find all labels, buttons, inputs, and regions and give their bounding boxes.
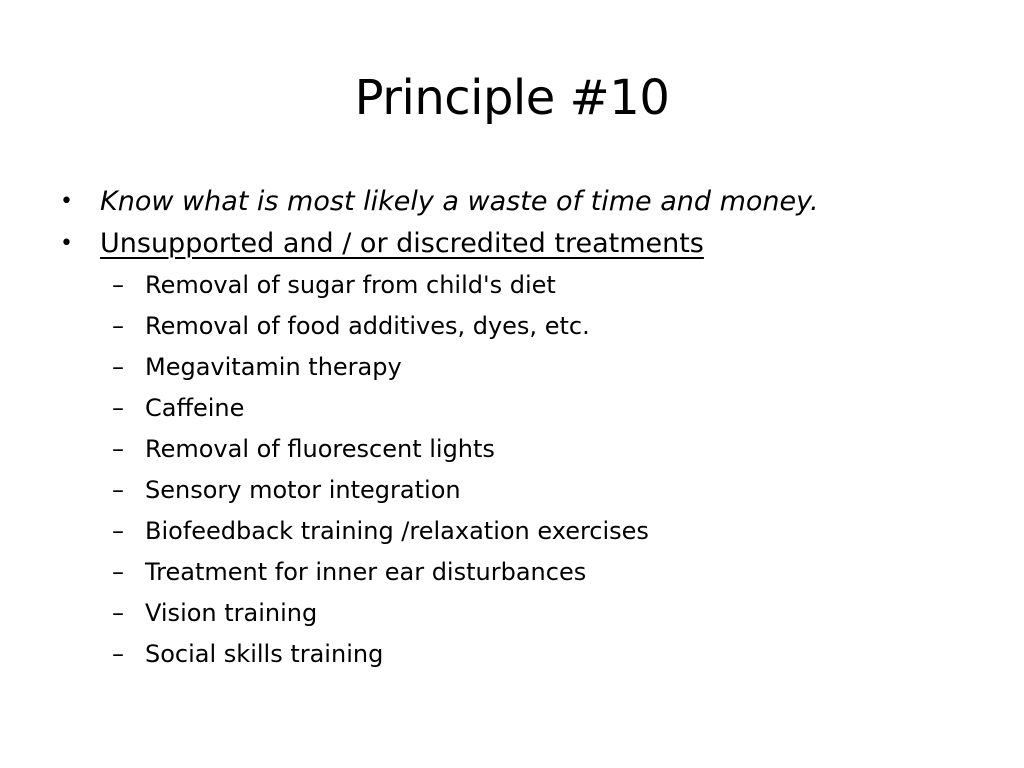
dash-marker: – <box>112 517 124 545</box>
dash-marker: – <box>112 640 124 668</box>
dash-marker: – <box>112 312 124 340</box>
bullet-marker: • <box>60 231 73 256</box>
list-item <box>52 593 992 634</box>
list-item <box>52 347 992 388</box>
list-item <box>52 306 992 347</box>
list-item-text: Biofeedback training /relaxation exercises <box>145 517 649 545</box>
bullet-item-lead <box>52 181 992 223</box>
list-item <box>52 552 992 593</box>
bullet-item-treatments <box>52 223 992 265</box>
list-item-text: Megavitamin therapy <box>145 353 402 381</box>
dash-marker: – <box>112 599 124 627</box>
list-item-text: Removal of sugar from child's diet <box>145 271 556 299</box>
dash-marker: – <box>112 435 124 463</box>
list-item <box>52 265 992 306</box>
bullet-text: Unsupported and / or discredited treatments <box>100 228 704 259</box>
dash-marker: – <box>112 558 124 586</box>
list-item-text: Removal of fluorescent lights <box>145 435 495 463</box>
bullet-text: Know what is most likely a waste of time and money. <box>100 186 819 217</box>
dash-marker: – <box>112 271 124 299</box>
list-item-text: Sensory motor integration <box>145 476 461 504</box>
slide-title: Principle #10 <box>354 70 670 126</box>
slide-body <box>52 181 992 675</box>
list-item <box>52 429 992 470</box>
dash-marker: – <box>112 394 124 422</box>
dash-marker: – <box>112 476 124 504</box>
list-item <box>52 470 992 511</box>
list-item-text: Treatment for inner ear disturbances <box>145 558 587 586</box>
list-item-text: Removal of food additives, dyes, etc. <box>145 312 590 340</box>
dash-marker: – <box>112 353 124 381</box>
bullet-marker: • <box>60 189 73 214</box>
treatment-list <box>52 265 992 675</box>
list-item <box>52 511 992 552</box>
list-item-text: Social skills training <box>145 640 384 668</box>
list-item-text: Caffeine <box>145 394 245 422</box>
list-item <box>52 634 992 675</box>
list-item <box>52 388 992 429</box>
list-item-text: Vision training <box>145 599 318 627</box>
